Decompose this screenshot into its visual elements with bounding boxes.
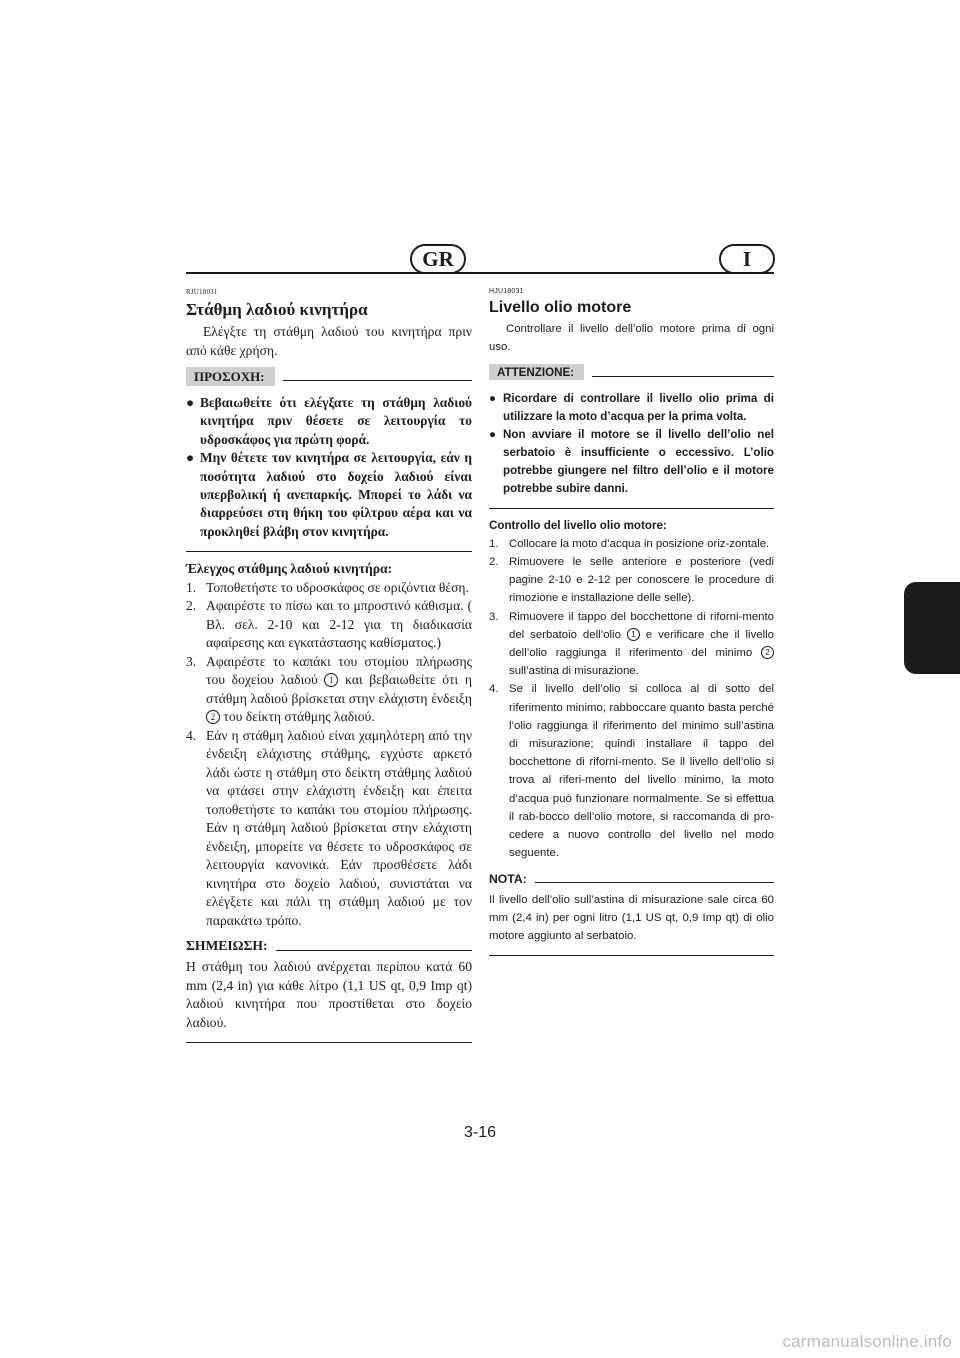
callout-marker: 2 (206, 710, 220, 724)
procedure-steps (489, 535, 774, 863)
procedure-step: 1. Collocare la moto d’acqua in posizione oriz-zontale. (489, 535, 774, 553)
step-number: 2. (186, 598, 197, 614)
step-number: 1. (186, 579, 197, 595)
caution-item: ● Βεβαιωθείτε ότι ελέγξατε τη στάθμη λαδιού κινητήρα πριν θέσετε σε λειτουργία το υδροσκάφος για πρώτη φορά. (186, 395, 472, 447)
caution-end-rule (489, 508, 774, 509)
procedure-step: 3. Αφαιρέστε το καπάκι του στομίου πλήρωσης του δοχείου λαδιού 1 και βεβαιωθείτε ότι η στάθμη λαδιού βρίσκεται στην ελάχιστη ένδειξη 2 του δείκτη στάθμης λαδιού. (186, 653, 472, 725)
procedure-step: 2. Αφαιρέστε το πίσω και το μπροστινό κάθισμα. ( Βλ. σελ. 2-10 και 2-12 για τη διαδικασία αφαίρεσης και εγκατάστασης καθίσματος.) (186, 598, 472, 651)
note-text: Η στάθμη του λαδιού ανέρχεται περίπου κατά 60 mm (2,4 in) για κάθε λίτρο (1,1 US qt, 0,9 Imp qt) λαδιού κινητήρα που προστίθεται στο δοχείο λαδιού. (186, 959, 472, 1030)
step-number: 4. (489, 683, 499, 696)
bullet-icon: ● (186, 395, 195, 410)
caution-label: ATTENZIONE: (489, 364, 584, 380)
caution-rule (592, 376, 774, 377)
watermark: carmanualsonline.info (782, 1332, 952, 1351)
section-title: Στάθμη λαδιού κινητήρα (186, 300, 368, 319)
section-code: HJU18031 (489, 288, 524, 295)
caution-header (186, 364, 472, 388)
caution-list (489, 390, 774, 497)
caution-item: ● Non avviare il motore se il livello dell’olio nel serbatoio è insufficiente o eccessivo. L’olio potrebbe giungere nel filtro dell’olio e il motore potrebbe subire danni. (489, 428, 774, 495)
chapter-side-tab (904, 582, 960, 674)
caution-item: ● Ricordare di controllare il livello olio prima di utilizzare la moto d’acqua per la prima volta. (489, 392, 774, 424)
bullet-icon: ● (489, 428, 497, 442)
note-end-rule (489, 955, 774, 956)
step-number: 3. (186, 653, 197, 669)
callout-marker: 2 (761, 646, 774, 659)
caution-rule (283, 380, 472, 381)
note-label: NOTA: (489, 871, 527, 886)
header-rule (186, 272, 774, 274)
note-rule (535, 882, 774, 883)
caution-end-rule (186, 551, 472, 552)
caution-list (186, 394, 472, 541)
section-title: Livello olio motore (489, 299, 632, 316)
callout-marker: 1 (627, 628, 640, 641)
caution-item: ● Μην θέτετε τον κινητήρα σε λειτουργία, εάν η ποσότητα λαδιού στο δοχείο λαδιού είναι υπερβολική ή ανεπαρκής. Μπορεί το λάδι να διαρρεύσει στη θήκη του φίλτρου αέρα και να προκληθεί βλάβη στον κινητήρα. (186, 450, 472, 539)
bullet-icon: ● (489, 392, 497, 406)
section-code: RJU18031 (186, 288, 218, 296)
note-end-rule (186, 1042, 472, 1043)
intro-text: Controllare il livello dell’olio motore prima di ogni uso. (489, 323, 774, 354)
note-header (489, 867, 774, 891)
greek-column (186, 288, 472, 1051)
procedure-step: 4. Se il livello dell’olio si colloca al di sotto del riferimento minimo, rabboccare quanto basta perché l’olio raggiunga il riferimento del minimo sull’astina di misurazione; quindi installare il tappo del bocchettone di riforni-mento. Se il livello dell’olio si trova al riferi-mento del livello minimo, la moto d’acqua può funzionare normalmente. Se si effettua il rab-bocco dell’olio motore, si raccomanda di pro-cedere a nuovo controllo del livello nel modo seguente. (489, 680, 774, 862)
italian-column (489, 288, 774, 964)
procedure-step: 1. Τοποθετήστε το υδροσκάφος σε οριζόντια θέση. (186, 579, 472, 598)
intro-text: Ελέγξτε τη στάθμη λαδιού του κινητήρα πριν από κάθε χρήση. (186, 324, 472, 358)
language-label-italian: I (719, 244, 775, 274)
step-number: 4. (186, 727, 197, 743)
procedure-heading: Controllo del livello olio motore: (489, 518, 667, 532)
language-label-greek: GR (410, 244, 466, 274)
procedure-step: 2. Rimuovere le selle anteriore e posteriore (vedi pagine 2-10 e 2-12 per conoscere le procedure di rimozione e installazione delle selle). (489, 553, 774, 608)
procedure-step: 4. Εάν η στάθμη λαδιού είναι χαμηλότερη από την ένδειξη ελάχιστης στάθμης, εγχύστε αρκετό λάδι ώστε η στάθμη στο δείκτη στάθμης λαδιού να φτάσει στην ελάχιστη ένδειξη και έπειτα τοποθετήστε το καπάκι του στομίου πλήρωσης. Εάν η στάθμη λαδιού βρίσκεται στην ελάχιστη ένδειξη, μπορείτε να θέσετε το υδροσκάφος σε λειτουργία κανονικά. Εάν προσθέσετε λάδι κινητήρα στο δοχείο λαδιού, συνιστάται να ελέγξετε και πάλι τη στάθμη λαδιού με τον παρακάτω τρόπο. (186, 727, 472, 928)
note-text: Il livello dell’olio sull’astina di misurazione sale circa 60 mm (2,4 in) per ogni litro (1,1 US qt, 0,9 Imp qt) di olio motore aggiunto al serbatoio. (489, 893, 774, 942)
bullet-icon: ● (186, 450, 195, 466)
note-rule (276, 950, 472, 951)
caution-header (489, 360, 774, 384)
procedure-steps (186, 579, 472, 931)
step-number: 2. (489, 556, 499, 569)
step-number: 3. (489, 610, 499, 623)
step-number: 1. (489, 537, 499, 550)
page-number: 3-16 (463, 1124, 497, 1141)
caution-label: ΠΡΟΣΟΧΗ: (186, 367, 275, 386)
procedure-step: 3. Rimuovere il tappo del bocchettone di riforni-mento del serbatoio dell’olio 1 e verificare che il livello dell’olio raggiunga il riferimento del minimo 2 sull’astina di misurazione. (489, 608, 774, 681)
note-label: ΣΗΜΕΙΩΣΗ: (186, 938, 268, 954)
note-header (186, 934, 472, 958)
procedure-heading: Έλεγχος στάθμης λαδιού κινητήρα: (186, 561, 393, 577)
callout-marker: 1 (324, 673, 338, 687)
